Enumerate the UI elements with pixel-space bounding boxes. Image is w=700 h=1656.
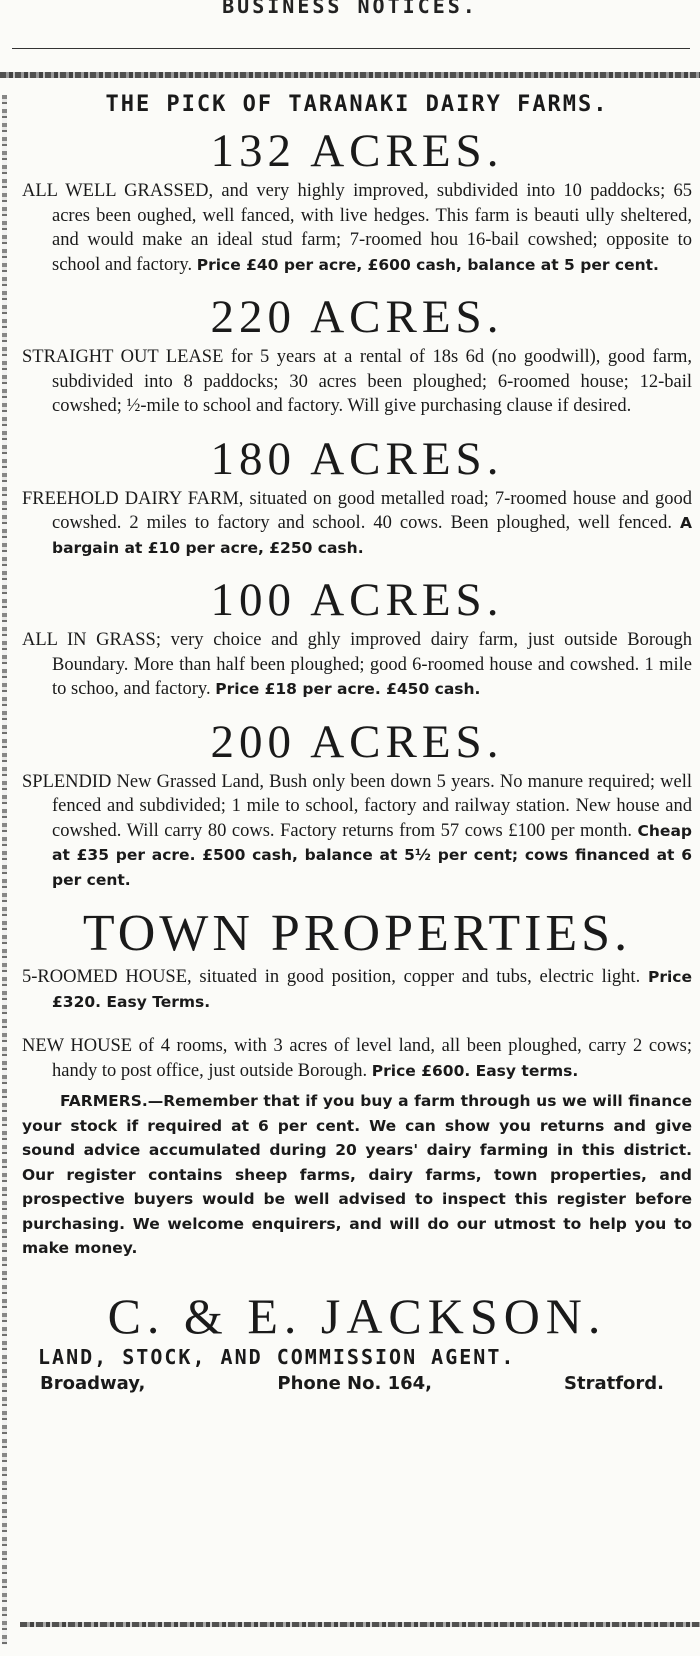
farmers-notice: FARMERS.—Remember that if you buy a farm through us we will finance your stock if required at 6 per cent. We can show you returns and give sound advice accumulated during 20 years' dairy farming in this district. Our register contains sheep farms, dairy farms, town properties, and prospective buyers would be well advised to inspect this register before purchasing. We welcome enquirers, and will do our utmost to help you to make money.	[22, 1092, 692, 1257]
town-listing	[22, 1034, 692, 1083]
listing-description: SPLENDID New Grassed Land, Bush only been down 5 years. No manure required; well fenced and subdivided; 1 mile to school, factory and railway station. New house and cowshed. Will carry 80 cows. Factory returns from 57 cows £100 per month.	[22, 771, 692, 841]
listing-text	[22, 179, 692, 277]
listing	[22, 572, 692, 702]
agent-town: Stratford.	[564, 1372, 664, 1394]
listing-price: A bargain at £10 per acre, £250 cash.	[52, 514, 692, 557]
town-listing	[22, 965, 692, 1014]
ornamental-rule	[0, 72, 700, 78]
listing-text	[22, 487, 692, 561]
listing-heading: 220 ACRES.	[210, 291, 504, 343]
advertisement	[22, 92, 692, 1394]
listing-price: Cheap at £35 per acre. £500 cash, balance at 5½ per cent; cows financed at 6 per cent.	[52, 821, 692, 889]
top-rule	[12, 48, 690, 49]
agent-street: Broadway,	[40, 1372, 146, 1394]
listing-heading: 200 ACRES.	[210, 715, 504, 768]
listing-heading: 132 ACRES.	[210, 125, 504, 177]
listing-price: Price £40 per acre, £600 cash, balance at 5 per cent.	[196, 255, 659, 274]
listing-heading: 100 ACRES.	[210, 574, 504, 626]
town-description: 5-ROOMED HOUSE, situated in good position, copper and tubs, electric light.	[22, 967, 641, 987]
town-properties-heading: TOWN PROPERTIES.	[82, 905, 632, 962]
listing-price: Price £18 per acre. £450 cash.	[215, 680, 481, 698]
town-description: NEW HOUSE of 4 rooms, with 3 acres of level land, all been ploughed, carry 2 cows; handy to post office, just outside Borough.	[22, 1036, 692, 1081]
agent-phone: Phone No. 164,	[277, 1372, 432, 1394]
listing	[22, 289, 692, 419]
listing-description: FREEHOLD DAIRY FARM, situated on good metalled road; 7-roomed house and good cowshed. 2 miles to factory and school. 40 cows. Been ploughed, well fenced.	[22, 488, 692, 533]
listing-text	[22, 628, 692, 702]
listing-description: ALL IN GRASS; very choice and ghly improved dairy farm, just outside Borough Boundary. More than half been ploughed; good 6-roomed house and cowshed. 1 mile to schoo, and factory.	[22, 630, 692, 699]
listing-description: ALL WELL GRASSED, and very highly improved, subdivided into 10 paddocks; 65 acres been oughed, well fanced, with live hedges. This farm is beauti ully sheltered, and would make an ideal stud farm; 7-roomed hou 16-bail cowshed; opposite to school and factory.	[22, 181, 692, 275]
listing	[22, 714, 692, 893]
bottom-rule	[20, 1622, 700, 1627]
town-price: Price £600. Easy terms.	[371, 1061, 579, 1080]
listing	[22, 123, 692, 277]
section-header: BUSINESS NOTICES.	[222, 0, 478, 18]
town-price: Price £320. Easy Terms.	[52, 968, 693, 1011]
agent-address	[40, 1373, 664, 1394]
listing-description: STRAIGHT OUT LEASE for 5 years at a rental of 18s 6d (no goodwill), good farm, subdivided into 8 paddocks; 30 acres been ploughed; 6-roomed house; 12-bail cowshed; ½-mile to school and factory. Will give purchasing clause if desired.	[22, 347, 692, 416]
ad-title: THE PICK OF TARANAKI DAIRY FARMS.	[105, 92, 609, 117]
listing-heading: 180 ACRES.	[210, 432, 504, 485]
listing-text	[22, 345, 692, 419]
left-column-border	[2, 95, 7, 1645]
agent-name: C. & E. JACKSON.	[107, 1287, 607, 1344]
listing	[22, 431, 692, 561]
listing-text	[22, 770, 692, 893]
agent-role: LAND, STOCK, AND COMMISSION AGENT.	[38, 1344, 516, 1369]
